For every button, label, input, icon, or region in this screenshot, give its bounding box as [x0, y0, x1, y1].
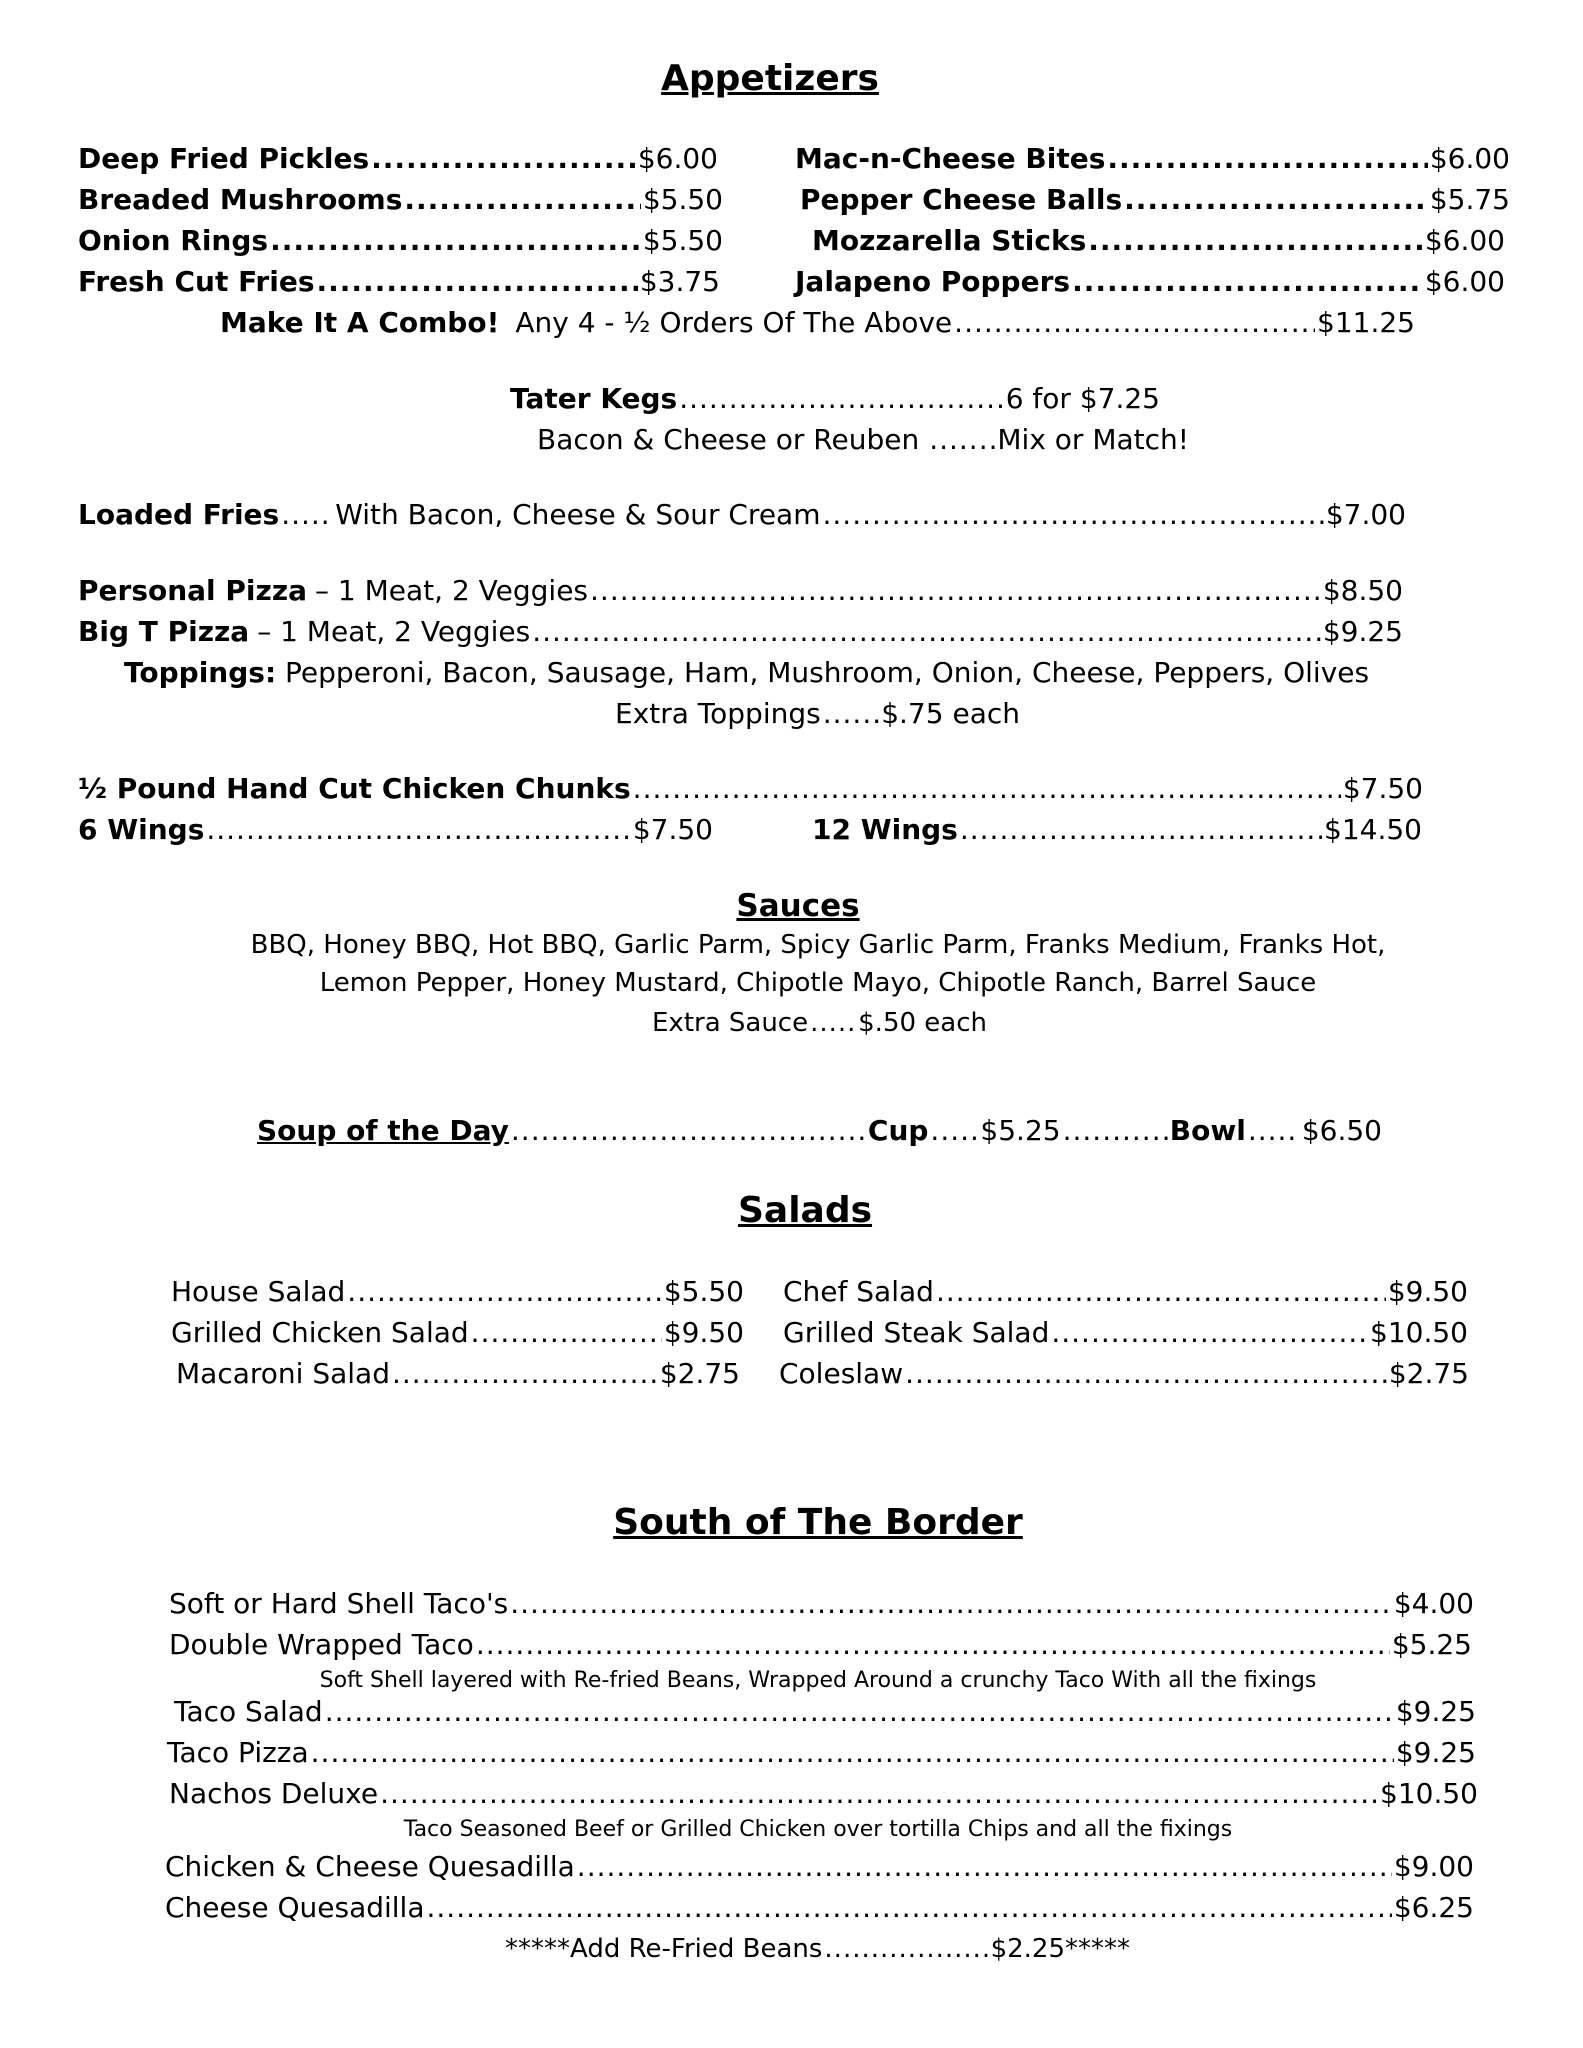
menu-item: [171, 1275, 744, 1309]
tater-kegs-options: [537, 423, 1189, 457]
item-name: Tater Kegs: [510, 382, 678, 415]
item-price: $5.50: [663, 1275, 744, 1308]
menu-item: [795, 265, 1505, 299]
item-desc: With Bacon, Cheese & Sour Cream: [335, 498, 821, 531]
south-heading: South of The Border: [613, 1502, 1023, 1543]
loaded-fries-row: [78, 498, 1406, 532]
item-price: $7.50: [632, 813, 713, 846]
menu-item: [169, 1628, 1472, 1662]
menu-item: [78, 265, 720, 299]
tater-kegs-row: [510, 382, 1160, 416]
toppings-line: [124, 656, 1369, 690]
extra-label: Extra Sauce: [652, 1008, 809, 1038]
item-price: $9.25: [1395, 1736, 1476, 1769]
wings6-row: [78, 813, 713, 847]
soup-name: Soup of the Day: [257, 1114, 509, 1147]
menu-item: [78, 142, 718, 176]
item-name: Deep Fried Pickles: [78, 142, 370, 175]
item-price: $14.50: [1324, 813, 1422, 846]
item-price: $3.75: [639, 265, 720, 298]
item-price: $5.25: [1391, 1628, 1472, 1661]
item-name: 12 Wings: [812, 813, 958, 846]
combo-label: Make It A Combo!: [220, 306, 500, 339]
menu-item: [167, 1736, 1476, 1770]
item-price: $6.25: [1393, 1891, 1474, 1924]
menu-item: [800, 183, 1510, 217]
item-name: Grilled Steak Salad: [783, 1316, 1050, 1349]
item-name: Nachos Deluxe: [169, 1777, 379, 1810]
toppings-list: Pepperoni, Bacon, Sausage, Ham, Mushroom, Onion, Cheese, Peppers, Olives: [285, 656, 1370, 689]
item-name: Grilled Chicken Salad: [171, 1316, 469, 1349]
menu-item: [783, 1316, 1468, 1350]
item-price: $5.50: [642, 183, 723, 216]
item-name: Coleslaw: [779, 1357, 904, 1390]
extra-toppings-row: [615, 697, 1020, 731]
toppings-label: Toppings:: [124, 656, 277, 689]
item-name: Mac-n-Cheese Bites: [795, 142, 1106, 175]
sauces-line-1: BBQ, Honey BBQ, Hot BBQ, Garlic Parm, Spicy Garlic Parm, Franks Medium, Franks Hot,: [250, 930, 1386, 960]
item-name: House Salad: [171, 1275, 346, 1308]
big-t-pizza-row: [78, 615, 1403, 649]
item-name: Chicken & Cheese Quesadilla: [165, 1850, 575, 1883]
item-price: $9.50: [1387, 1275, 1468, 1308]
chicken-chunks-row: [78, 772, 1423, 806]
menu-item: [78, 183, 723, 217]
soup-row: [257, 1114, 1382, 1148]
personal-pizza-row: [78, 574, 1403, 608]
sauces-heading: Sauces: [736, 888, 860, 924]
extra-label: Extra Toppings: [615, 697, 821, 730]
salads-heading: Salads: [737, 1190, 873, 1231]
item-name: Breaded Mushrooms: [78, 183, 403, 216]
item-name: Soft or Hard Shell Taco's: [169, 1587, 509, 1620]
item-price: $9.00: [1393, 1850, 1474, 1883]
item-desc: – 1 Meat, 2 Veggies: [315, 574, 589, 607]
item-price: $6.00: [1429, 142, 1510, 175]
menu-item: [795, 142, 1510, 176]
item-price: $6.00: [1424, 265, 1505, 298]
item-name: 6 Wings: [78, 813, 205, 846]
extra-sauce-row: [652, 1006, 987, 1040]
options-text: Bacon & Cheese or Reuben: [537, 423, 920, 456]
item-name: Double Wrapped Taco: [169, 1628, 474, 1661]
item-desc: – 1 Meat, 2 Veggies: [257, 615, 531, 648]
item-name: Loaded Fries: [78, 498, 280, 531]
beans-price: $2.25*****: [990, 1934, 1130, 1964]
appetizers-heading: Appetizers: [661, 58, 879, 99]
beans-label: *****Add Re-Fried Beans: [505, 1934, 823, 1964]
item-price: $9.50: [663, 1316, 744, 1349]
item-name: Onion Rings: [78, 224, 269, 257]
item-name: ½ Pound Hand Cut Chicken Chunks: [78, 772, 631, 805]
double-wrapped-desc: Soft Shell layered with Re-fried Beans, Wrapped Around a crunchy Taco With all the fixings: [319, 1668, 1317, 1693]
combo-row: [220, 306, 1415, 340]
menu-item: [779, 1357, 1469, 1391]
menu-item: [165, 1891, 1474, 1925]
menu-item: [169, 1777, 1478, 1811]
nachos-desc: Taco Seasoned Beef or Grilled Chicken over tortilla Chips and all the fixings: [403, 1817, 1233, 1842]
item-price: $6.00: [637, 142, 718, 175]
sauces-line-2: Lemon Pepper, Honey Mustard, Chipotle Mayo, Chipotle Ranch, Barrel Sauce: [319, 968, 1317, 998]
bowl-label: Bowl: [1169, 1114, 1246, 1147]
item-name: Taco Pizza: [167, 1736, 309, 1769]
item-price: $7.00: [1325, 498, 1406, 531]
mix-note: Mix or Match!: [997, 423, 1189, 456]
item-price: $6.00: [1424, 224, 1505, 257]
item-price: $5.75: [1429, 183, 1510, 216]
item-name: Taco Salad: [174, 1695, 323, 1728]
bowl-price: $6.50: [1301, 1114, 1382, 1147]
wings12-row: [812, 813, 1422, 847]
menu-item: [165, 1850, 1474, 1884]
item-price: $5.50: [642, 224, 723, 257]
item-price: $2.75: [1388, 1357, 1469, 1390]
item-price: $10.50: [1380, 1777, 1478, 1810]
menu-item: [78, 224, 723, 258]
menu-item: [176, 1357, 740, 1391]
item-name: Chef Salad: [783, 1275, 934, 1308]
menu-item: [783, 1275, 1468, 1309]
item-name: Fresh Cut Fries: [78, 265, 315, 298]
item-name: Pepper Cheese Balls: [800, 183, 1123, 216]
combo-text: Any 4 - ½ Orders Of The Above: [515, 306, 953, 339]
item-price: $4.00: [1393, 1587, 1474, 1620]
cup-label: Cup: [867, 1114, 929, 1147]
cup-price: $5.25: [980, 1114, 1061, 1147]
item-price: $9.25: [1395, 1695, 1476, 1728]
item-name: Big T Pizza: [78, 615, 250, 648]
item-name: Mozzarella Sticks: [812, 224, 1087, 257]
menu-item: [171, 1316, 744, 1350]
item-price: $10.50: [1370, 1316, 1468, 1349]
item-name: Personal Pizza: [78, 574, 308, 607]
add-beans-row: [505, 1932, 1130, 1966]
menu-item: [812, 224, 1505, 258]
item-name: Cheese Quesadilla: [165, 1891, 425, 1924]
item-price: $8.50: [1322, 574, 1403, 607]
combo-price: $11.25: [1317, 306, 1415, 339]
item-name: Jalapeno Poppers: [795, 265, 1071, 298]
extra-price: $.75 each: [881, 697, 1020, 730]
item-price: 6 for $7.25: [1005, 382, 1160, 415]
item-name: Macaroni Salad: [176, 1357, 390, 1390]
menu-item: [169, 1587, 1474, 1621]
item-price: $7.50: [1342, 772, 1423, 805]
menu-item: [174, 1695, 1476, 1729]
extra-price: $.50 each: [858, 1008, 987, 1038]
item-price: $2.75: [659, 1357, 740, 1390]
item-price: $9.25: [1322, 615, 1403, 648]
